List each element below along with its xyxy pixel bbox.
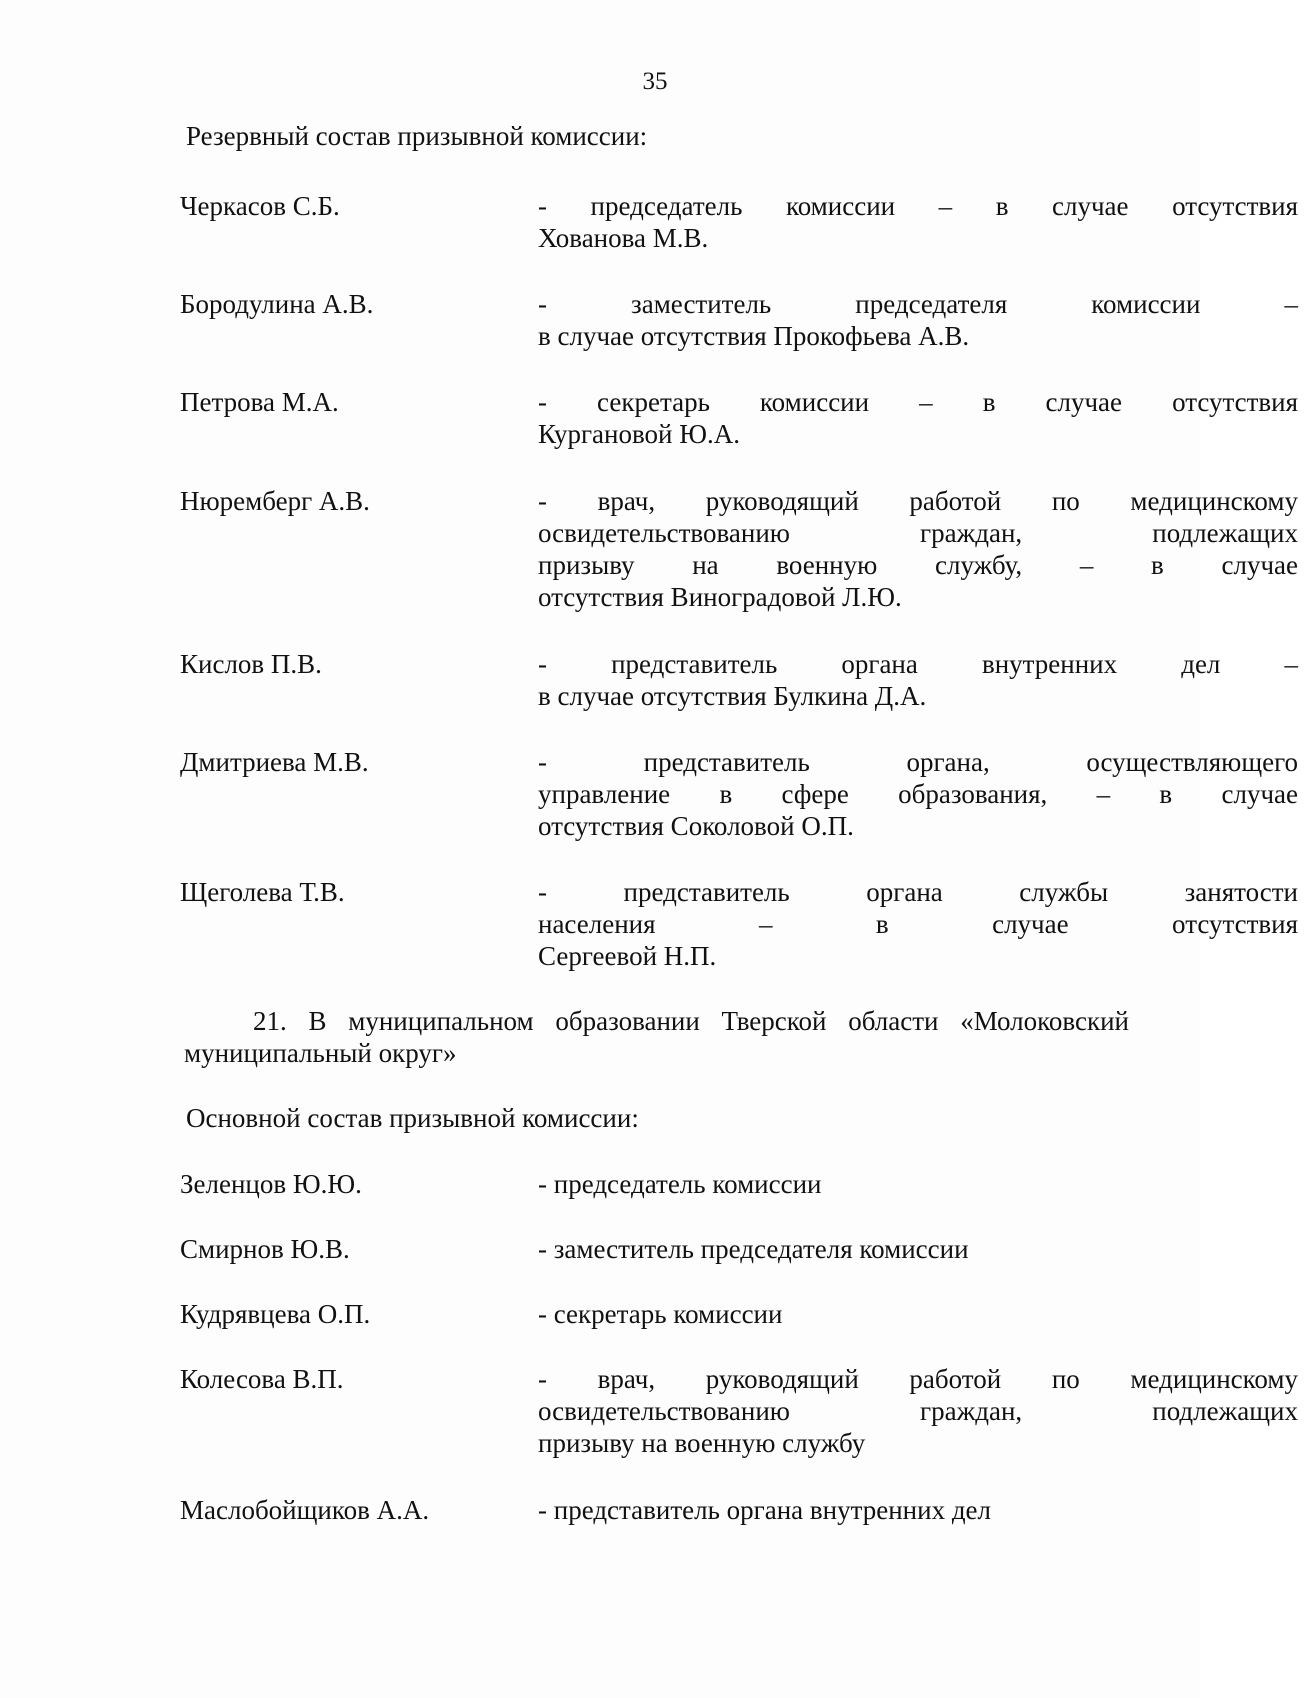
role-line: освидетельствованию граждан, подлежащих	[538, 1396, 1298, 1426]
reserve-heading: Резервный состав призывной комиссии:	[186, 121, 648, 151]
role-line: - секретарь комиссии – в случае отсутствия	[538, 387, 1298, 417]
main-heading: Основной состав призывной комиссии:	[186, 1103, 639, 1133]
member-role	[538, 1168, 1298, 1200]
member-name: Кудрявцева О.П.	[180, 1299, 371, 1329]
role-line: - врач, руководящий работой по медицинскому	[538, 486, 1298, 516]
role-line: - заместитель председателя комиссии –	[538, 289, 1298, 319]
section-21-paragraph	[184, 1005, 1129, 1069]
role-line: призыву на военную службу	[538, 1428, 866, 1458]
role-line: призыву на военную службу, – в случае	[538, 550, 1298, 580]
role-line: Сергеевой Н.П.	[538, 941, 717, 971]
member-role	[538, 1494, 1298, 1526]
role-line: в случае отсутствия Прокофьева А.В.	[538, 321, 970, 351]
role-line: - заместитель председателя комиссии	[538, 1234, 969, 1264]
page-number: 35	[642, 68, 668, 95]
role-line: - врач, руководящий работой по медицинскому	[538, 1364, 1298, 1394]
role-line: - секретарь комиссии	[538, 1299, 783, 1329]
member-name: Нюремберг А.В.	[180, 486, 370, 516]
member-name: Петрова М.А.	[180, 387, 339, 417]
role-line: Хованова М.В.	[538, 223, 709, 253]
member-name: Черкасов С.Б.	[180, 191, 340, 221]
role-line: - представитель органа, осуществляющего	[538, 747, 1298, 777]
member-role	[538, 746, 1298, 842]
member-name: Колесова В.П.	[180, 1364, 344, 1394]
member-role	[538, 1363, 1298, 1459]
member-name: Дмитриева М.В.	[180, 747, 369, 777]
role-line: - представитель органа внутренних дел	[538, 1495, 992, 1525]
paragraph-line: 21. В муниципальном образовании Тверской области «Молоковский	[253, 1006, 1129, 1036]
member-name: Смирнов Ю.В.	[180, 1234, 350, 1264]
member-name: Бородулина А.В.	[180, 289, 374, 319]
member-role	[538, 190, 1298, 254]
role-line: - представитель органа внутренних дел –	[538, 649, 1298, 679]
role-line: отсутствия Виноградовой Л.Ю.	[538, 582, 902, 612]
member-role	[538, 288, 1298, 352]
role-line: освидетельствованию граждан, подлежащих	[538, 518, 1298, 548]
member-name: Зеленцов Ю.Ю.	[180, 1169, 362, 1199]
role-line: - председатель комиссии	[538, 1169, 822, 1199]
member-name: Щеголева Т.В.	[180, 877, 345, 907]
role-line: - председатель комиссии – в случае отсутствия	[538, 191, 1298, 221]
member-role	[538, 1298, 1298, 1330]
member-role	[538, 1233, 1298, 1265]
member-role	[538, 876, 1298, 972]
role-line: - представитель органа службы занятости	[538, 877, 1298, 907]
role-line: управление в сфере образования, – в случае	[538, 779, 1298, 809]
member-role	[538, 485, 1298, 613]
paragraph-line: муниципальный округ»	[184, 1038, 457, 1068]
member-role	[538, 648, 1298, 712]
member-role	[538, 386, 1298, 450]
role-line: отсутствия Соколовой О.П.	[538, 811, 854, 841]
member-name: Маслобойщиков А.А.	[180, 1495, 430, 1525]
role-line: Кургановой Ю.А.	[538, 419, 740, 449]
role-line: в случае отсутствия Булкина Д.А.	[538, 681, 927, 711]
member-name: Кислов П.В.	[180, 649, 322, 679]
role-line: населения – в случае отсутствия	[538, 909, 1298, 939]
